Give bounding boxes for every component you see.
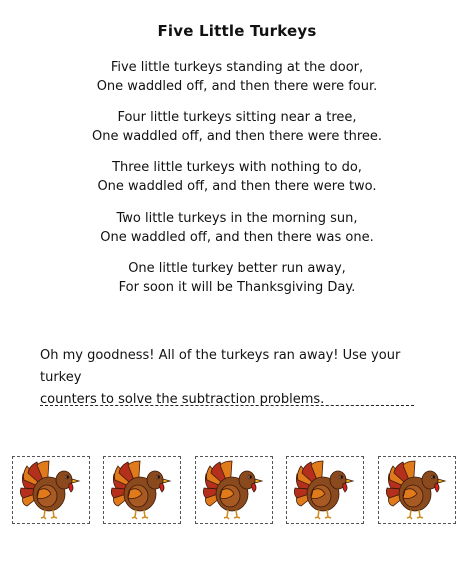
turkey-counters [0, 456, 474, 556]
stanza-line: One waddled off, and then there were four. [96, 79, 378, 94]
stanza-4 [0, 209, 474, 247]
stanza-3 [0, 158, 474, 196]
stanza-line: One waddled off, and then there were two. [97, 179, 377, 194]
stanza-line: For soon it will be Thanksgiving Day. [118, 280, 356, 295]
stanza-2 [0, 108, 474, 146]
turkey-counter-card[interactable] [286, 456, 364, 524]
turkey-counter-card[interactable] [195, 456, 273, 524]
turkey-counter-card[interactable] [12, 456, 90, 524]
stanza-1 [0, 58, 474, 96]
stanza-line: Three little turkeys with nothing to do, [112, 160, 362, 175]
turkey-counter-card[interactable] [103, 456, 181, 524]
instructions [40, 345, 440, 411]
stanza-line: One waddled off, and then there were three. [91, 129, 383, 144]
divider-dashed [40, 405, 414, 406]
turkey-icon [200, 460, 268, 520]
turkey-icon [291, 460, 359, 520]
stanza-line: Four little turkeys sitting near a tree, [117, 110, 357, 125]
turkey-icon [108, 460, 176, 520]
stanza-5 [0, 259, 474, 297]
poem-title: Five Little Turkeys [157, 22, 317, 40]
instructions-line: Oh my goodness! All of the turkeys ran away! Use your turkey [40, 348, 401, 385]
turkey-icon [383, 460, 451, 520]
stanza-line: Five little turkeys standing at the door, [110, 60, 364, 75]
turkey-icon [17, 460, 85, 520]
stanza-line: One waddled off, and then there was one. [100, 230, 374, 245]
instructions-line: counters to solve the subtraction problems. [40, 392, 325, 407]
turkey-counter-card[interactable] [378, 456, 456, 524]
stanza-line: Two little turkeys in the morning sun, [116, 211, 358, 226]
stanza-line: One little turkey better run away, [128, 261, 346, 276]
